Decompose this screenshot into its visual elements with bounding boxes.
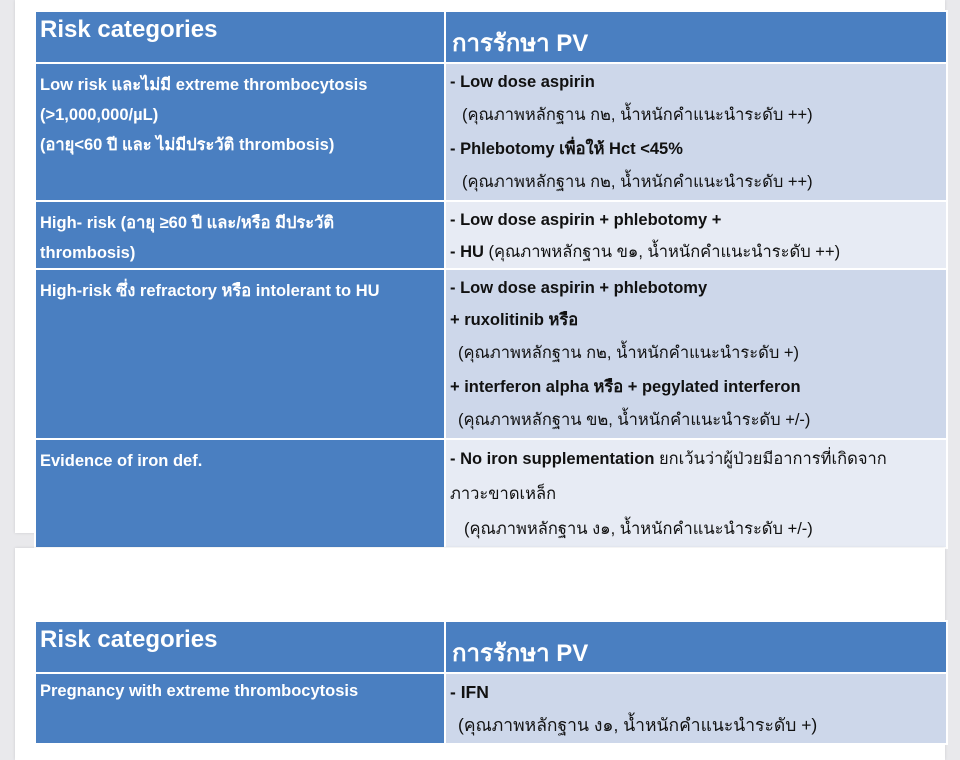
category-cell	[35, 439, 445, 548]
table-row	[35, 269, 947, 439]
evidence-line: (คุณภาพหลักฐาน ก๒, น้ำหนักคำแนะนำระดับ +)	[458, 344, 800, 362]
category-line: Pregnancy with extreme thrombocytosis	[40, 682, 359, 700]
header-risk-categories	[35, 11, 445, 63]
treatment-line: + ruxolitinib หรือ	[450, 311, 579, 329]
category-cell	[35, 673, 445, 744]
category-line: (>1,000,000/µL)	[40, 106, 159, 124]
table-row	[35, 63, 947, 201]
header-risk-categories-label: Risk categories	[40, 16, 218, 43]
treatment-cell	[445, 439, 947, 548]
table-card-2	[15, 548, 945, 760]
category-cell	[35, 201, 445, 269]
evidence-line: (คุณภาพหลักฐาน ข๒, น้ำหนักคำแนะนำระดับ +/-)	[458, 411, 811, 429]
treatment-bold-text: - No iron supplementation	[450, 450, 655, 468]
category-line: thrombosis)	[40, 244, 136, 262]
table-header-row	[35, 621, 947, 673]
treatment-line: + interferon alpha หรือ + pegylated interferon	[450, 378, 801, 396]
treatment-line: - Low dose aspirin + phlebotomy +	[450, 211, 722, 229]
treatment-note: ยกเว้นว่าผู้ป่วยมีอาการที่เกิดจาก	[654, 450, 887, 468]
treatment-line	[450, 236, 942, 268]
table-row	[35, 673, 947, 744]
pregnancy-treatment-table	[34, 620, 948, 745]
category-line: (อายุ<60 ปี และ ไม่มีประวัติ thrombosis)	[40, 136, 335, 154]
category-line: High-risk ซึ่ง refractory หรือ intolerant to HU	[40, 282, 380, 300]
category-cell	[35, 63, 445, 201]
treatment-line: - Low dose aspirin	[450, 73, 595, 91]
header-treatment-pv-label: การรักษา PV	[452, 30, 589, 57]
treatment-line: - Phlebotomy เพื่อให้ Hct <45%	[450, 140, 683, 158]
category-line: High- risk (อายุ ≥60 ปี และ/หรือ มีประวัติ	[40, 214, 335, 232]
header-treatment-pv	[445, 621, 947, 673]
header-treatment-pv-label: การรักษา PV	[452, 640, 589, 667]
header-risk-categories-label: Risk categories	[40, 626, 218, 653]
treatment-cell	[445, 63, 947, 201]
treatment-cell	[445, 269, 947, 439]
category-line: Evidence of iron def.	[40, 452, 203, 470]
risk-treatment-table	[34, 10, 948, 549]
header-treatment-pv	[445, 11, 947, 63]
header-risk-categories	[35, 621, 445, 673]
treatment-line	[450, 442, 942, 477]
treatment-cell	[445, 673, 947, 744]
table-header-row	[35, 11, 947, 63]
treatment-line: - Low dose aspirin + phlebotomy	[450, 279, 708, 297]
evidence-line: (คุณภาพหลักฐาน ก๒, น้ำหนักคำแนะนำระดับ ++)	[462, 173, 813, 191]
category-line: Low risk และไม่มี extreme thrombocytosis	[40, 76, 368, 94]
treatment-cell	[445, 201, 947, 269]
treatment-note-continued: ภาวะขาดเหล็ก	[450, 485, 557, 503]
treatment-bold-text: - HU	[450, 243, 484, 261]
evidence-inline: (คุณภาพหลักฐาน ข๑, น้ำหนักคำแนะนำระดับ ++)	[483, 243, 841, 261]
table-row	[35, 201, 947, 269]
evidence-line: (คุณภาพหลักฐาน ง๑, น้ำหนักคำแนะนำระดับ +)	[458, 715, 818, 735]
table-card-1	[15, 0, 945, 538]
table-row	[35, 439, 947, 548]
treatment-line: - IFN	[450, 682, 489, 702]
category-cell	[35, 269, 445, 439]
evidence-line: (คุณภาพหลักฐาน ก๒, น้ำหนักคำแนะนำระดับ ++)	[462, 106, 813, 124]
evidence-line: (คุณภาพหลักฐาน ง๑, น้ำหนักคำแนะนำระดับ +/-)	[464, 520, 813, 538]
